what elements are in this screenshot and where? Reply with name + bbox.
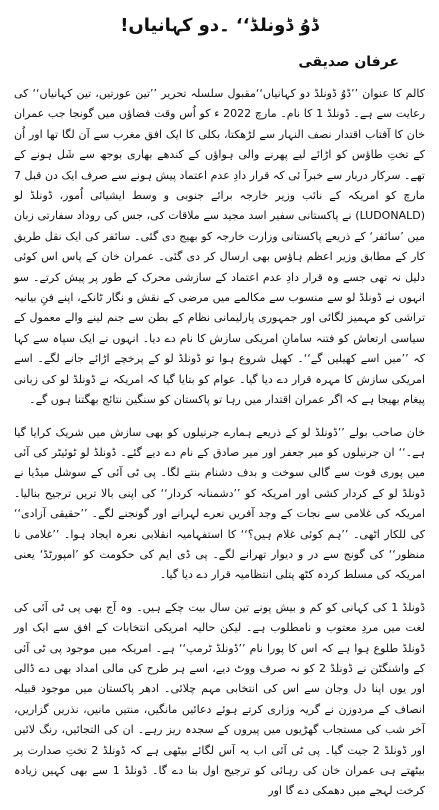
article-title: ڈوُ ڈونلڈ‘‘ ۔دو کہانیاں! bbox=[120, 15, 319, 36]
author-name: عرفان صدیقی bbox=[298, 54, 399, 70]
article-paragraph-3: ڈونلڈ 1 کی کہانی کو کم و بیش پونے تین سال بیت چکے ہیں۔ وہ آج بھی پی ٹی آئی کی لغت میں مردِ معتوب و نامطلوب ہے۔ لیکن حالیہ امریکی انتخابات کے افق سے ایک اور ڈونلڈ طلوع ہوا ہے کہ اس کا پورا نام ’’ڈونلڈ ٹرمپ‘‘ ہے۔ امریکہ میں موجود پی ٹی آئی کے واشنگٹن نے ڈونلڈ 2 کو نہ صرف ووٹ دیے، اسے ہر طرح کی مالی امداد بھی دے ڈالی اور یوں اپنا دل وجان سے اس کی انتخابی مہم چلائی۔ ادھر پاکستان میں موجود قبیلہ انصاف کے مردوزن نے گریہ وزاری کرتے ہوئے دعائیں مانگیں، منتیں مانیں، نذریں گزاریں، آخر شب کی مستجاب گھڑیوں میں پیروں کے سجدہ ریز رہے۔ ان کی التجائیں، رنگ لائیں اور ڈونلڈ 2 جیت گیا۔ پی ٹی آئی اب یہ آس لگائے بیٹھی ہے کہ ڈونلڈ 2 تختِ صدارت پر بیٹھتے ہی عمران خان کی رہائی کو ترجیح اول بنا دے گا۔ ڈونلڈ 1 سے بھی کہیں زیادہ کرخت لہجے میں دھمکی دے گا اور bbox=[14, 600, 425, 798]
article-paragraph-1: کالم کا عنوان ’’ڈوُ ڈونلڈ دو کہانیاں‘‘مقبول سلسلہ تحریر ’’تین عورتیں، تین کہانیاں‘‘ کی رعایت سے ہے۔ ڈونلڈ 1 کا نام۔ مارچ 2022 ء کو اُس وقت فضاؤں میں گونجا جب عمران خان کا آفتاب اقتدار نصف النہار سے لڑھکتا، بکلی کا ایک افق مغرب سے آن لگا تھا اور اُن کے تختِ طاؤس کو اڑائے لیے پھرنے والی ہواؤں کے کندھے بھاری بوجھ سے شَل ہونے کے تھے۔ سرکار دربار سے خبرآ ئی کہ قرار دادِ عدم اعتماد پیش ہونے سے صرف ایک دن قبل 7 مارچ کو امریکہ کے نائب وزیر خارجہ برائے جنوبی و وسط ایشیائی اُمور، ڈونلڈ لو (LUDONALD) نے پاکستانی سفیر اسد مجید سے ملاقات کی، جس کی روداد سفارتی زبان میں ’سائفر‘ کے ذریعے پاکستانی وزارت خارجہ کو بھیج دی گئی۔ سائفر کی ایک نقل طریق کار کے مطابق وزیر اعظم ہاؤس بھی ارسال کر دی گئی۔ عمران خان کے پاس اس کوئی دلیل نہ تھی جسے وہ قرار دادِ عدم اعتماد کے سازشی محرک کے طور پر پیش کرتے۔ سو انہوں نے ڈونلڈ لو سے منسوب سے مکالمے میں مرضی کے نقش و نگار ٹانکے، اپنے فنِ بیانیہ تراشی کو مہمیز لگائی اور جمہوری پارلیمانی نظام کے بطن سے جنم لینے والے معمول کے سیاسی ارتعاش کو فتنہ سامانِ امریکی سازش کا نام دے دیا۔ انہوں نے ایک سپاہ سے کہا کہ ’’میں اسے کھیلیں گے‘‘۔ کھیل شروع ہوا تو ڈونلڈ لو کے پرخچے اڑائے جانے لگے۔ اسے امریکی سازش کا مہرہ قرار دے دیا گیا۔ عوام کو بتایا گیا کہ امریکہ نے ڈونلڈ لو کی زبانی پیغام بھیجا ہے کہ اگر عمران اقتدار میں رہا تو پاکستان کو سنگین نتائج بھگتنا ہوں گے۔ bbox=[14, 87, 426, 407]
article-paragraph-2: خان صاحب بولے ’’ڈونلڈ لو کے ذریعے ہمارے جرنیلوں کو بھی سازش میں شریک کرایا گیا ہے۔‘‘ ان جرنیلوں کو میر جعفر اور میر صادق کے نام دے دیے گئے۔ ڈونلڈ لو ٹوئیٹر کی آئی میں پوری قوت سے گالی سوخت و بدف دشنام بنتے لگا۔ پی ٹی آئی کے سوشل میڈیا نے ڈونلڈ لو کے کردار کشی اور امریکہ کو ’’دشمنانہ کردار‘‘ کی اپنی بالا تریں ترجیح بنالیا۔ امریکہ کی غلامی سے نجات کے وجد آفریں نعرے لہرانے اور گونجنے لگے۔ ’’حقیقی آزادی‘‘ کی للکار اٹھی۔ ’’ہم کوئی غلام ہیں؟‘‘ کا استفہامیہ انقلابی نعرہ ایجاد ہوا۔ ’’غلامی نا منظور‘‘ کی گونج سے در و دیوار تھرانے لگے۔ پی ڈی ایم کی حکومت کو ’امپورٹڈ‘ یعنی امریکہ کی مسلط کردہ کٹھ پتلی انتظامیہ قرار دے دیا گیا۔ bbox=[14, 425, 425, 582]
